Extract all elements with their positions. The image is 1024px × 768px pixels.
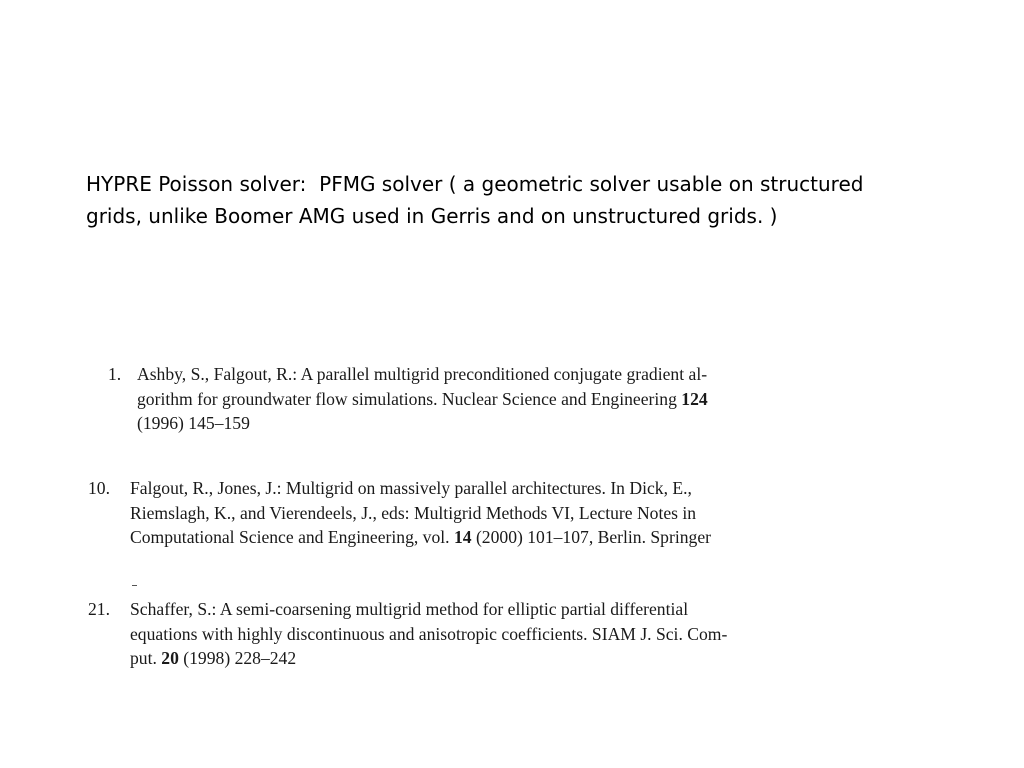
reference-line-text: (1998) 228–242 [178, 648, 297, 668]
reference-line-text: Computational Science and Engineering, vol. [130, 527, 454, 547]
reference-line-text: gorithm for groundwater flow simulations. Nuclear Science and Engineering [137, 388, 682, 409]
reference-1 [108, 362, 898, 436]
reference-line: (1996) 145–159 [137, 413, 250, 433]
reference-volume: 124 [681, 388, 708, 409]
reference-number: 10. [88, 478, 110, 498]
reference-number: 21. [88, 599, 110, 619]
reference-line: Ashby, S., Falgout, R.: A parallel multigrid preconditioned conjugate gradient al- [137, 364, 708, 384]
cropped-text-fragment [136, 436, 886, 441]
reference-text [88, 597, 888, 671]
reference-number: 1. [108, 364, 122, 384]
reference-text [108, 362, 898, 436]
reference-line: equations with highly discontinuous and anisotropic coefficients. SIAM J. Sci. Com- [130, 623, 728, 644]
reference-text [88, 476, 888, 550]
headline-line-1: HYPRE Poisson solver: PFMG solver ( a geometric solver usable on structured [86, 172, 864, 196]
reference-volume: 20 [161, 648, 179, 668]
slide-headline [86, 168, 946, 232]
reference-line-text: put. [130, 648, 162, 668]
reference-line [130, 646, 888, 671]
reference-line: Riemslagh, K., and Vierendeels, J., eds: Multigrid Methods VI, Lecture Notes in [130, 502, 697, 523]
reference-line [130, 525, 888, 550]
reference-volume: 14 [453, 527, 472, 547]
stray-mark [132, 585, 137, 586]
reference-line: Schaffer, S.: A semi-coarsening multigrid method for elliptic partial differential [130, 599, 689, 619]
reference-21 [88, 597, 888, 671]
reference-10 [88, 476, 888, 550]
reference-line [137, 387, 898, 412]
headline-line-2: grids, unlike Boomer AMG used in Gerris and on unstructured grids. ) [86, 204, 778, 228]
reference-line: Falgout, R., Jones, J.: Multigrid on massively parallel architectures. In Dick, E., [130, 478, 692, 498]
reference-line-text: (2000) 101–107, Berlin. Springer [471, 527, 711, 547]
